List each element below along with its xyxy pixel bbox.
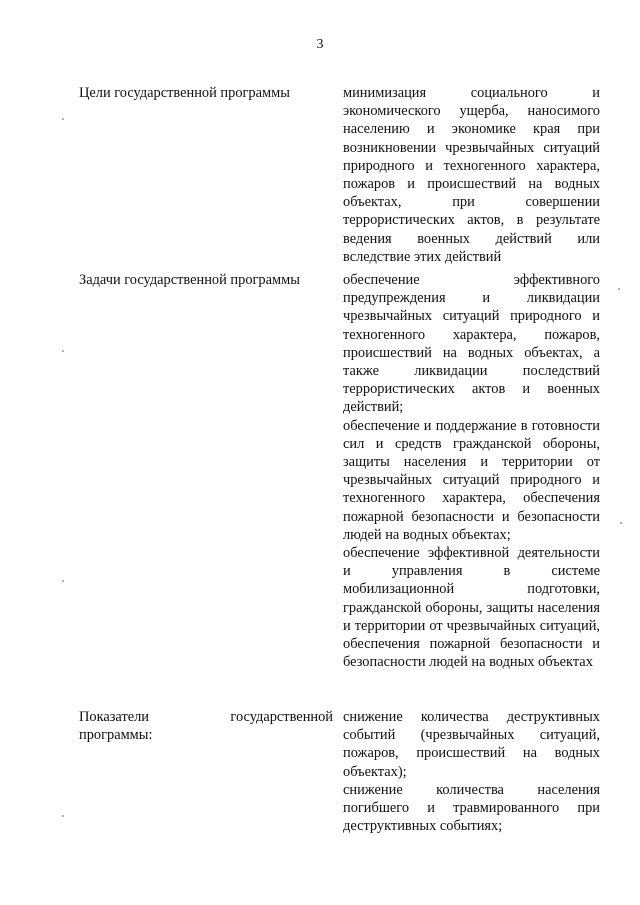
row-label-indicators — [79, 708, 333, 744]
row-content-tasks — [343, 271, 600, 671]
scan-speck — [620, 522, 622, 524]
tasks-paragraph-1: обеспечение эффективного предупреждения и ликвидации чрезвычайных ситуаций природного и техногенного характера, пожаров, происшествий на водных объектах, а также ликвидации последствий террористических актов и военных действий; — [343, 272, 600, 416]
page-number: 3 — [316, 37, 324, 52]
scan-speck — [62, 580, 64, 582]
row-label-tasks: Задачи государственной программы — [79, 272, 300, 288]
scan-speck — [62, 815, 64, 817]
tasks-paragraph-3: обеспечение эффективной деятельности и управления в системе мобилизационной подготовки, гражданской обороны, защиты населения и территории от чрезвычайных ситуаций, обеспечения пожарной безопасности и безопасности людей на водных объектах — [343, 545, 600, 671]
goals-paragraph: минимизация социального и экономического ущерба, наносимого населению и экономике края при возникновении чрезвычайных ситуаций природного и техногенного характера, пожаров и происшествий на водных объектах, при совершении террористических актов, в результате ведения военных действий или вследствие этих действий — [343, 85, 600, 265]
indicators-paragraph-1: снижение количества деструктивных событий (чрезвычайных ситуаций, пожаров, происшествий на водных объектах); — [343, 709, 600, 780]
scan-speck — [618, 288, 620, 290]
indicators-label-line-2: программы: — [79, 727, 153, 743]
row-content-goals — [343, 84, 600, 266]
indicators-paragraph-2: снижение количества населения погибшего и травмированного при деструктивных событиях; — [343, 781, 600, 835]
scan-speck — [62, 118, 64, 120]
tasks-paragraph-2: обеспечение и поддержание в готовности сил и средств гражданской обороны, защиты населения и территории от чрезвычайных ситуаций природного и техногенного характера, обеспечения пожарной безопасности и безопасности людей на водных объектах; — [343, 417, 600, 543]
scan-speck — [62, 350, 64, 352]
indicators-label-line-1: Показатели государственной — [79, 709, 333, 725]
row-content-indicators — [343, 708, 600, 835]
row-label-goals: Цели государственной программы — [79, 85, 290, 101]
